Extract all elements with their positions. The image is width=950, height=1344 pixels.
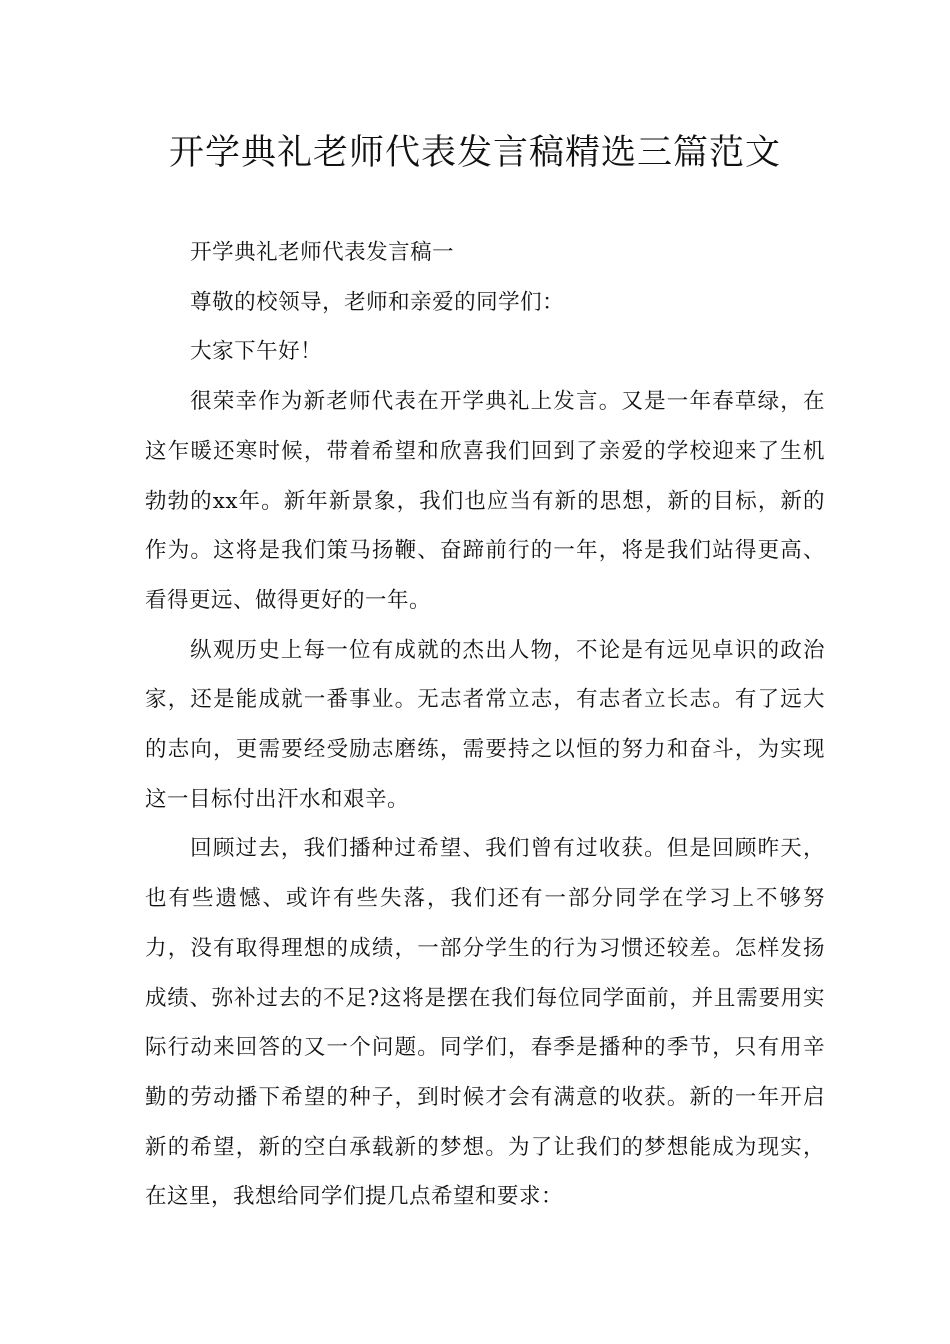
- document-body: [145, 228, 825, 1222]
- body-paragraph: 纵观历史上每一位有成就的杰出人物，不论是有远见卓识的政治家，还是能成就一番事业。无志者常立志，有志者立长志。有了远大的志向，更需要经受励志磨练，需要持之以恒的努力和奋斗，为实现这一目标付出汗水和艰辛。: [145, 637, 825, 812]
- document-title: 开学典礼老师代表发言稿精选三篇范文: [168, 133, 781, 173]
- section-heading: 开学典礼老师代表发言稿一: [190, 240, 455, 265]
- body-paragraph: 回顾过去，我们播种过希望、我们曾有过收获。但是回顾昨天，也有些遗憾、或许有些失落，我们还有一部分同学在学习上不够努力，没有取得理想的成绩，一部分学生的行为习惯还较差。怎样发扬成绩、弥补过去的不足?这将是摆在我们每位同学面前，并且需要用实际行动来回答的又一个问题。同学们，春季是播种的季节，只有用辛勤的劳动播下希望的种子，到时候才会有满意的收获。新的一年开启新的希望，新的空白承载新的梦想。为了让我们的梦想能成为现实，在这里，我想给同学们提几点希望和要求：: [145, 836, 825, 1210]
- body-paragraph: 很荣幸作为新老师代表在开学典礼上发言。又是一年春草绿，在这乍暖还寒时候，带着希望和欣喜我们回到了亲爱的学校迎来了生机勃勃的xx年。新年新景象，我们也应当有新的思想，新的目标，新的作为。这将是我们策马扬鞭、奋蹄前行的一年，将是我们站得更高、看得更远、做得更好的一年。: [145, 389, 825, 613]
- greeting: 大家下午好！: [190, 339, 323, 365]
- salutation: 尊敬的校领导，老师和亲爱的同学们：: [190, 289, 565, 315]
